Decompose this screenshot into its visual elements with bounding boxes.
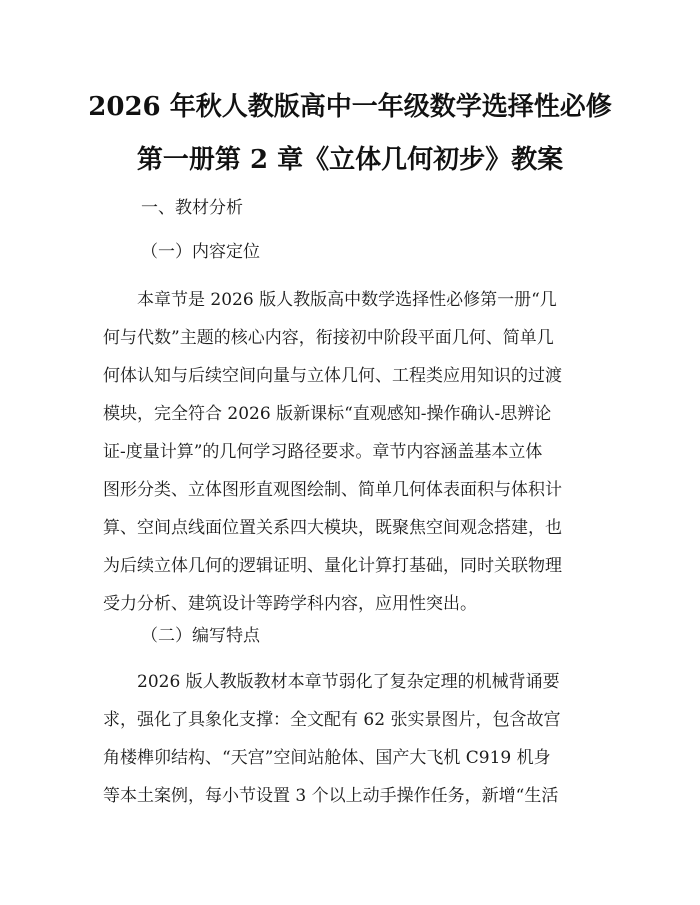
paragraph-line: 受力分析、建筑设计等跨学科内容，应用性突出。 (103, 594, 477, 614)
paragraph-line: 2026 版人教版教材本章节弱化了复杂定理的机械背诵要 (137, 672, 560, 692)
paragraph-writing-features (103, 663, 603, 815)
paragraph-line: 本章节是 2026 版人教版高中数学选择性必修第一册“几 (137, 290, 557, 310)
paragraph-line: 模块，完全符合 2026 版新课标“直观感知-操作确认-思辨论 (103, 404, 552, 424)
subsection-heading-writing-features: （二）编写特点 (141, 626, 260, 646)
paragraph-line: 为后续立体几何的逻辑证明、量化计算打基础，同时关联物理 (103, 556, 562, 576)
paragraph-line: 图形分类、立体图形直观图绘制、简单几何体表面积与体积计 (103, 480, 562, 500)
paragraph-line: 证-度量计算”的几何学习路径要求。章节内容涵盖基本立体 (103, 442, 543, 462)
paragraph-line: 算、空间点线面位置关系四大模块，既聚焦空间观念搭建，也 (103, 518, 562, 538)
subsection-heading-content-positioning: （一）内容定位 (141, 242, 260, 262)
paragraph-line: 何与代数”主题的核心内容，衔接初中阶段平面几何、简单几 (103, 328, 554, 348)
document-title-line-2: 第一册第 2 章《立体几何初步》教案 (136, 145, 564, 175)
paragraph-line: 求，强化了具象化支撑：全文配有 62 张实景图片，包含故宫 (103, 710, 561, 730)
paragraph-content-positioning (103, 281, 603, 623)
paragraph-line: 何体认知与后续空间向量与立体几何、工程类应用知识的过渡 (103, 366, 562, 386)
paragraph-line: 等本土案例，每小节设置 3 个以上动手操作任务，新增“生活 (103, 786, 559, 806)
section-heading-textbook-analysis: 一、教材分析 (141, 198, 243, 218)
document-title-line-1: 2026 年秋人教版高中一年级数学选择性必修 (88, 92, 612, 122)
paragraph-line: 角楼榫卯结构、“天宫”空间站舱体、国产大飞机 C919 机身 (103, 748, 551, 768)
